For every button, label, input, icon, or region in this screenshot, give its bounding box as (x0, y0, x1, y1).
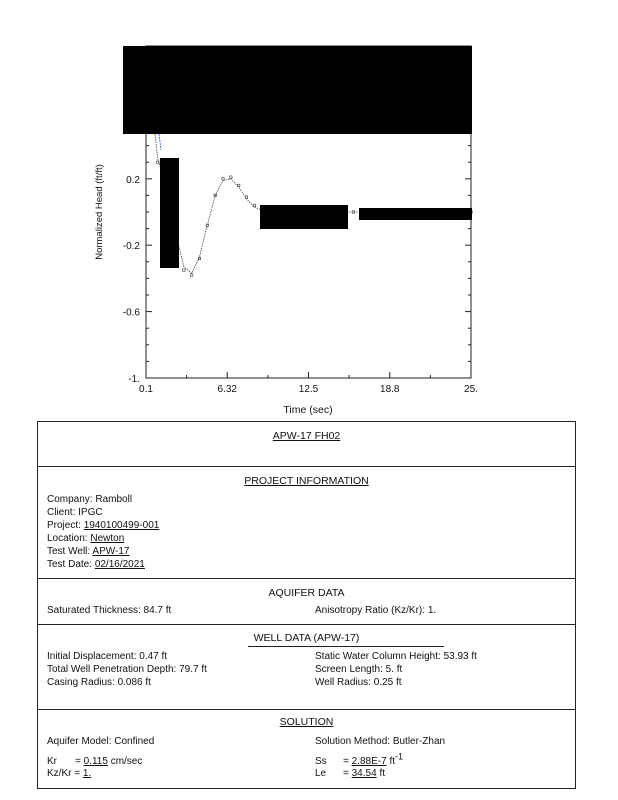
x-axis-label: Time (sec) (283, 404, 333, 416)
project-info-box (37, 466, 576, 579)
kr-unit: cm/sec (110, 756, 143, 767)
casing-radius: Casing Radius: 0.086 ft (47, 677, 151, 688)
project-row (47, 520, 159, 532)
test-well-row (47, 546, 129, 558)
client-label: Client: (47, 507, 76, 518)
data-point (222, 178, 224, 180)
well-data-header: WELL DATA (APW-17) (253, 632, 360, 644)
kzkr-value: 1. (82, 768, 92, 779)
report-title: APW-17 FH02 (272, 430, 341, 442)
project-info-header: PROJECT INFORMATION (244, 475, 369, 487)
le-value: 34.54 (351, 768, 377, 779)
saturated-thickness: Saturated Thickness: 84.7 ft (47, 605, 172, 616)
title-box (37, 421, 576, 467)
location-label: Location: (47, 533, 88, 544)
test-well-value: APW-17 (92, 546, 130, 557)
ss-equals: = (343, 756, 349, 767)
location-row (47, 533, 124, 545)
kr-equals: = (75, 756, 81, 767)
company-value: Ramboll (95, 494, 133, 505)
well-radius: Well Radius: 0.25 ft (315, 677, 402, 688)
y-tick-label: -0.6 (122, 307, 140, 319)
static-water-column: Static Water Column Height: 53.93 ft (315, 651, 477, 662)
company-label: Company: (47, 494, 93, 505)
y-tick-label: -1. (128, 374, 140, 385)
solution-box (37, 709, 576, 789)
solution-method: Solution Method: Butler-Zhan (315, 736, 446, 747)
aquifer-model: Aquifer Model: Confined (47, 736, 155, 747)
kr-value: 0.115 (83, 756, 108, 767)
redaction-block-left (160, 158, 179, 268)
solution-header: SOLUTION (279, 716, 334, 728)
ss-row (315, 751, 404, 768)
aquifer-data-header: AQUIFER DATA (268, 587, 345, 599)
location-value: Newton (90, 533, 125, 544)
y-axis-label: Normalized Head (ft/ft) (94, 164, 105, 260)
initial-displacement: Initial Displacement: 0.47 ft (47, 651, 168, 662)
le-equals: = (343, 768, 349, 779)
ss-value: 2.88E-7 (351, 756, 387, 767)
ss-unit: ft (389, 756, 395, 767)
kr-row (47, 756, 142, 768)
data-point (245, 196, 247, 198)
y-tick-label: 0.2 (126, 174, 140, 186)
aquifer-data-box (37, 578, 576, 625)
client-row (47, 507, 103, 519)
data-point (230, 176, 232, 178)
data-point (183, 269, 185, 271)
well-data-box (37, 624, 576, 710)
project-label: Project: (47, 520, 81, 531)
le-label: Le (315, 768, 327, 779)
redaction-block-right (359, 208, 472, 220)
redaction-block-top (123, 46, 472, 134)
curve-start-segment (159, 134, 161, 150)
kr-label: Kr (47, 756, 57, 767)
ss-exponent: -1 (395, 751, 404, 762)
x-tick-label: 25. (464, 384, 478, 395)
test-date-value: 02/16/2021 (94, 559, 145, 570)
y-tick-label: -0.2 (122, 241, 140, 253)
test-date-row (47, 559, 145, 571)
screen-length: Screen Length: 5. ft (315, 664, 403, 675)
x-tick-label: 6.32 (217, 384, 237, 395)
type-curve-line (155, 134, 471, 273)
total-penetration-depth: Total Well Penetration Depth: 79.7 ft (47, 664, 207, 675)
ss-label: Ss (315, 756, 327, 767)
client-value: IPGC (78, 507, 103, 518)
test-date-label: Test Date: (47, 559, 93, 570)
x-tick-label: 12.5 (298, 384, 319, 395)
redaction-block-middle (260, 205, 348, 229)
x-tick-label: 18.8 (380, 384, 400, 395)
kzkr-label: Kz/Kr = (47, 768, 81, 779)
company-row (47, 494, 132, 506)
data-point (190, 274, 192, 276)
le-unit: ft (379, 768, 385, 779)
anisotropy-ratio: Anisotropy Ratio (Kz/Kr): 1. (315, 605, 437, 616)
le-row (315, 768, 385, 780)
test-well-label: Test Well: (47, 546, 91, 557)
project-value: 1940100499-001 (83, 520, 160, 531)
well-data-underline (248, 646, 444, 647)
kzkr-row (47, 768, 91, 780)
x-tick-label: 0.1 (139, 384, 153, 395)
